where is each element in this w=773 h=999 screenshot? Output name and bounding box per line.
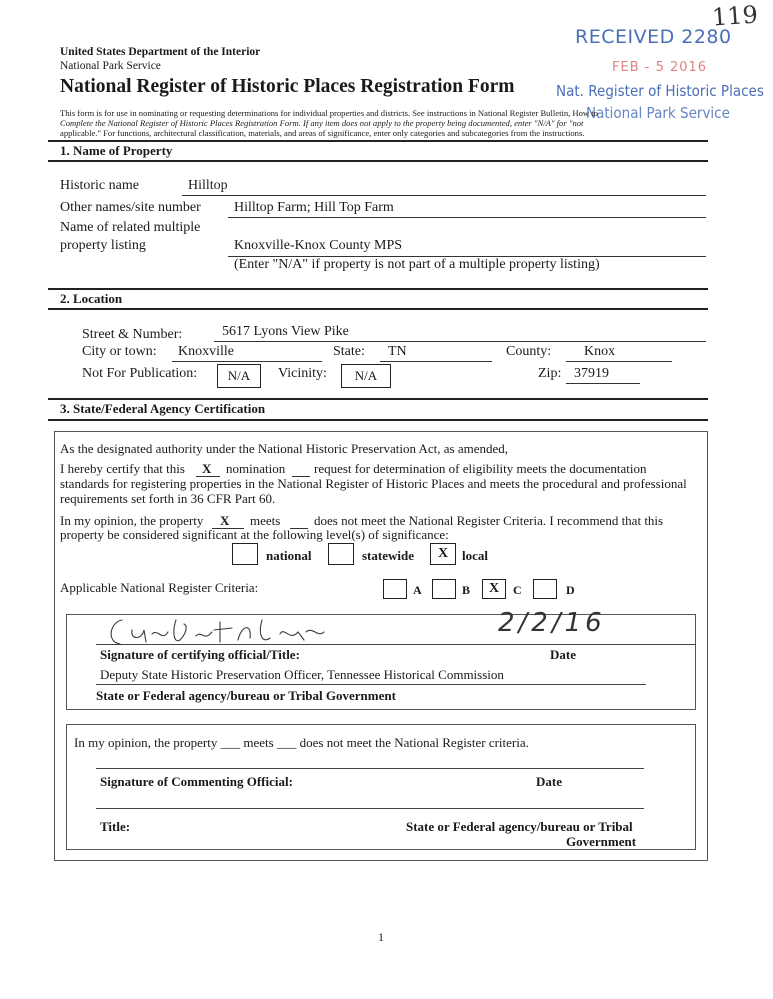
commenting-signature-line	[96, 768, 644, 769]
instructions-line-2: Complete the National Register of Historic Places Registration Form. If any item does not apply to the property being documented, enter "N/A" for "not	[60, 118, 584, 128]
multiple-listing-label-1: Name of related multiple	[60, 220, 201, 235]
statewide-label: statewide	[362, 548, 414, 563]
agency-label: State or Federal agency/bureau or Tribal Government	[96, 688, 396, 703]
criteria-c-label: C	[513, 583, 522, 597]
section-3-top-rule	[48, 398, 708, 400]
criteria-a-checkbox[interactable]	[383, 579, 407, 599]
state-label: State:	[333, 344, 365, 359]
section-1-bottom-rule	[48, 160, 708, 162]
commenting-title-label: Title:	[100, 819, 131, 834]
local-check-mark: X	[437, 546, 449, 561]
opinion-meets: meets	[250, 513, 281, 528]
city-value[interactable]: Knoxville	[178, 344, 234, 359]
national-label: national	[266, 548, 312, 563]
commenting-signature-label: Signature of Commenting Official:	[100, 774, 293, 789]
multiple-listing-label-2: property listing	[60, 238, 146, 253]
office-stamp-line1: Nat. Register of Historic Places	[556, 82, 764, 100]
office-stamp-line2: National Park Service	[586, 104, 730, 122]
county-value[interactable]: Knox	[584, 344, 616, 359]
signature-date-handwritten: 2/2/16	[498, 608, 606, 638]
multiple-listing-note: (Enter "N/A" if property is not part of a multiple property listing)	[234, 257, 600, 272]
zip-label: Zip:	[538, 366, 562, 381]
opinion-suffix: does not meet the National Register Criteria. I recommend that this	[314, 513, 664, 528]
criteria-d-label: D	[566, 583, 575, 597]
criteria-b-checkbox[interactable]	[432, 579, 456, 599]
street-underline	[214, 341, 706, 342]
multiple-listing-value[interactable]: Knoxville-Knox County MPS	[234, 238, 403, 253]
criteria-c-checkbox[interactable]	[482, 579, 506, 599]
section-2-heading: 2. Location	[60, 291, 123, 306]
certify-prefix: I hereby certify that this	[60, 461, 185, 476]
historic-name-underline	[182, 195, 706, 196]
signature-line	[96, 644, 696, 645]
county-underline	[566, 361, 672, 362]
criteria-label: Applicable National Register Criteria:	[60, 580, 259, 595]
city-label: City or town:	[82, 344, 157, 359]
vicinity-value: N/A	[354, 368, 378, 383]
section-3-heading: 3. State/Federal Agency Certification	[60, 401, 266, 416]
criteria-d-checkbox[interactable]	[533, 579, 557, 599]
received-stamp: RECEIVED 2280	[575, 26, 732, 48]
criteria-a-label: A	[413, 583, 422, 597]
page-title: National Register of Historic Places Registration Form	[60, 76, 515, 97]
other-names-underline	[228, 217, 706, 218]
vicinity-field[interactable]	[341, 364, 391, 388]
historic-name-label: Historic name	[60, 178, 139, 193]
service-name: National Park Service	[60, 60, 161, 72]
other-names-label: Other names/site number	[60, 200, 201, 215]
instructions-line-1: This form is for use in nominating or requesting determinations for individual properties and districts. See instructions in National Register Bulletin, How to	[60, 108, 598, 118]
official-title-line	[96, 684, 646, 685]
opinion-line-2: property be considered significant at the following level(s) of significance:	[60, 527, 449, 542]
instructions-line-3: applicable." For functions, architectural classification, materials, and areas of significance, enter only categories and subcategories from the instructions.	[60, 128, 585, 138]
nfp-label: Not For Publication:	[82, 366, 198, 381]
other-names-value[interactable]: Hilltop Farm; Hill Top Farm	[234, 200, 394, 215]
state-underline	[380, 361, 492, 362]
certify-suffix: request for determination of eligibility meets the documentation	[314, 461, 647, 476]
certify-line-3: requirements set forth in 36 CFR Part 60.	[60, 491, 276, 506]
statewide-checkbox[interactable]	[328, 543, 354, 565]
opinion-meets-mark[interactable]: X	[220, 513, 230, 528]
section-2-top-rule	[48, 288, 708, 290]
city-underline	[172, 361, 322, 362]
nfp-field[interactable]	[217, 364, 261, 388]
section-2-bottom-rule	[48, 308, 708, 310]
certify-nomination-mark[interactable]: X	[202, 461, 212, 476]
vicinity-label: Vicinity:	[278, 366, 327, 381]
authority-text: As the designated authority under the National Historic Preservation Act, as amended,	[60, 441, 509, 456]
handwritten-page-number: 119	[711, 0, 759, 32]
nfp-value: N/A	[227, 368, 251, 383]
certify-line-2: standards for registering properties in the National Register of Historic Places and meets the procedural and professional	[60, 476, 687, 491]
zip-value[interactable]: 37919	[574, 366, 609, 381]
signature-label: Signature of certifying official/Title:	[100, 647, 300, 662]
commenting-title-line	[96, 808, 644, 809]
local-label: local	[462, 548, 488, 563]
commenting-date-label: Date	[536, 774, 562, 789]
page-number: 1	[378, 930, 384, 944]
criteria-c-mark: X	[488, 581, 500, 596]
national-checkbox[interactable]	[232, 543, 258, 565]
opinion-prefix: In my opinion, the property	[60, 513, 204, 528]
commenting-agency-label-2: Government	[566, 834, 637, 849]
state-value[interactable]: TN	[388, 344, 407, 359]
handwritten-signature	[92, 612, 352, 652]
county-label: County:	[506, 344, 552, 359]
commenting-agency-label-1: State or Federal agency/bureau or Tribal	[406, 819, 633, 834]
street-value[interactable]: 5617 Lyons View Pike	[222, 324, 349, 339]
agency-name: United States Department of the Interior	[60, 46, 261, 58]
historic-name-value[interactable]: Hilltop	[188, 178, 228, 193]
local-checkbox[interactable]	[430, 543, 456, 565]
certify-middle: nomination	[226, 461, 286, 476]
official-title: Deputy State Historic Preservation Officer, Tennessee Historical Commission	[100, 667, 504, 682]
section-3-bottom-rule	[48, 419, 708, 421]
section-1-heading: 1. Name of Property	[60, 143, 173, 158]
street-label: Street & Number:	[82, 327, 183, 342]
date-label: Date	[550, 647, 576, 662]
commenting-opinion: In my opinion, the property ___ meets ___ does not meet the National Register criteria.	[74, 735, 529, 750]
section-1-top-rule	[48, 140, 708, 142]
criteria-b-label: B	[462, 583, 471, 597]
zip-underline	[566, 383, 640, 384]
date-stamp: FEB - 5 2016	[612, 60, 708, 75]
